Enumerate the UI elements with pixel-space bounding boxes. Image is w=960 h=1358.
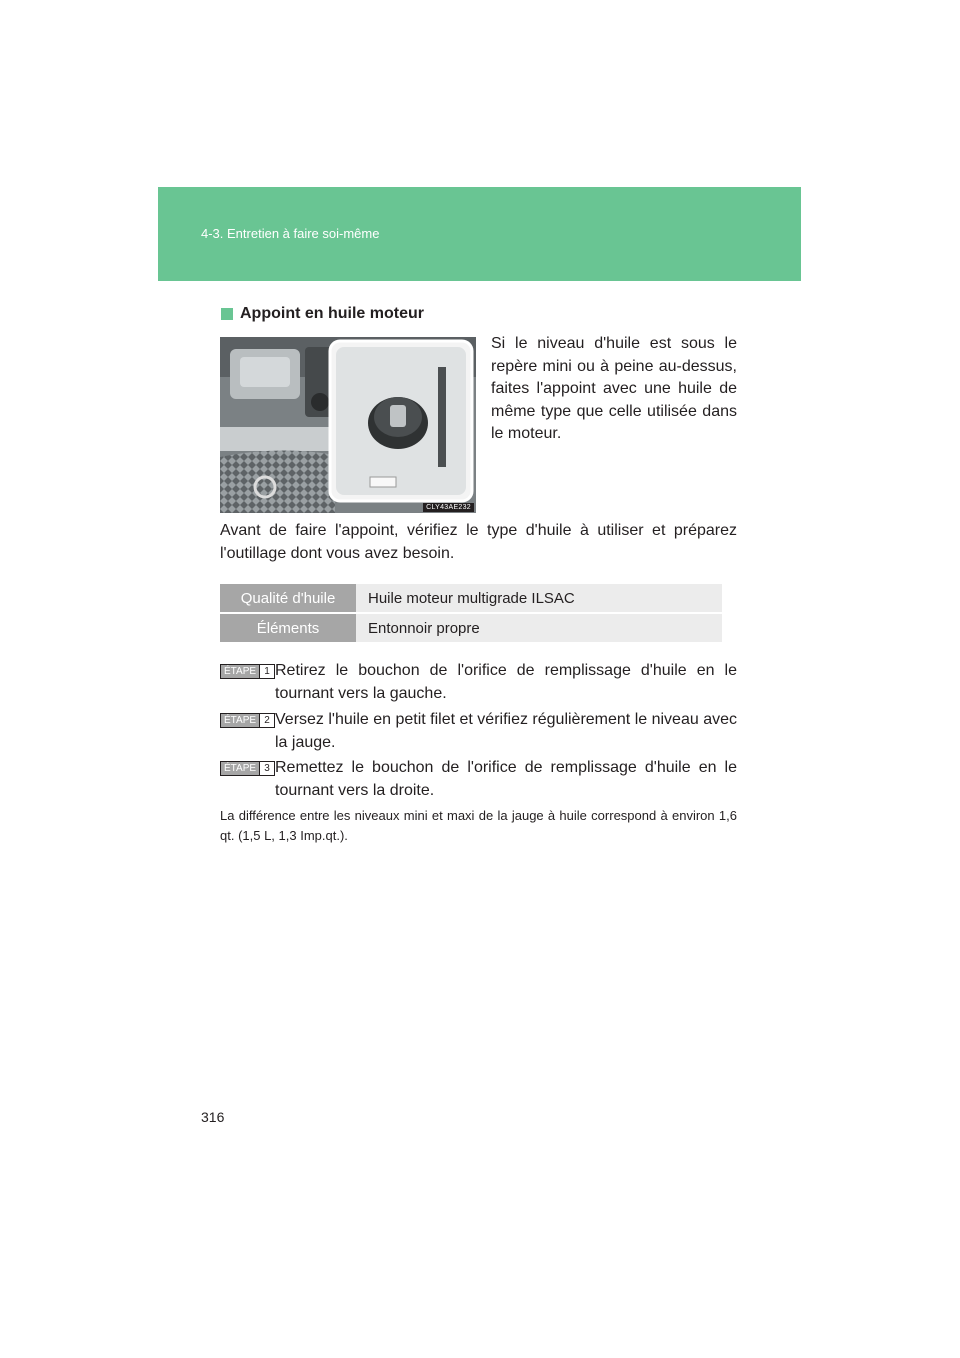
table-value: Entonnoir propre (356, 614, 722, 642)
step-text: Versez l'huile en petit filet et vérifiez régulièrement le niveau avec la jauge. (275, 711, 737, 751)
section-heading (221, 305, 424, 323)
intro-paragraph: Avant de faire l'appoint, vérifiez le type d'huile à utiliser et préparez l'outillage dont vous avez besoin. (220, 522, 737, 562)
figure-description: Si le niveau d'huile est sous le repère mini ou à peine au-dessus, faites l'appoint avec une huile de même type que celle utilisée dans le moteur. (491, 335, 737, 442)
step-text: Remettez le bouchon de l'orifice de remplissage d'huile en le tournant vers la droite. (275, 759, 737, 799)
step-badge (220, 664, 275, 679)
table-row (220, 614, 722, 642)
step-number: 2 (259, 714, 274, 727)
table-value: Huile moteur multigrade ILSAC (356, 584, 722, 612)
page-number: 316 (201, 1109, 225, 1125)
step-text: Retirez le bouchon de l'orifice de remplissage d'huile en le tournant vers la gauche. (275, 662, 737, 702)
table-row (220, 584, 722, 612)
step-1 (220, 660, 737, 705)
step-label: ÉTAPE (221, 665, 259, 678)
step-3 (220, 757, 737, 802)
step-number: 1 (259, 665, 274, 678)
step-label: ÉTAPE (221, 714, 259, 727)
square-bullet-icon (221, 308, 233, 320)
engine-illustration (220, 337, 476, 513)
step-number: 3 (259, 762, 274, 775)
table-key: Qualité d'huile (220, 584, 356, 612)
spec-table (220, 582, 722, 644)
table-key: Éléments (220, 614, 356, 642)
step-badge (220, 713, 275, 728)
engine-photo (220, 337, 476, 513)
footnote: La différence entre les niveaux mini et maxi de la jauge à huile correspond à environ 1,6 qt. (1,5 L, 1,3 Imp.qt.). (220, 808, 737, 843)
heading-title: Appoint en huile moteur (240, 305, 424, 322)
section-label: 4-3. Entretien à faire soi-même (201, 226, 380, 241)
step-label: ÉTAPE (221, 762, 259, 775)
figure-code: CLY43AE232 (423, 503, 474, 512)
step-2 (220, 709, 737, 754)
step-badge (220, 761, 275, 776)
